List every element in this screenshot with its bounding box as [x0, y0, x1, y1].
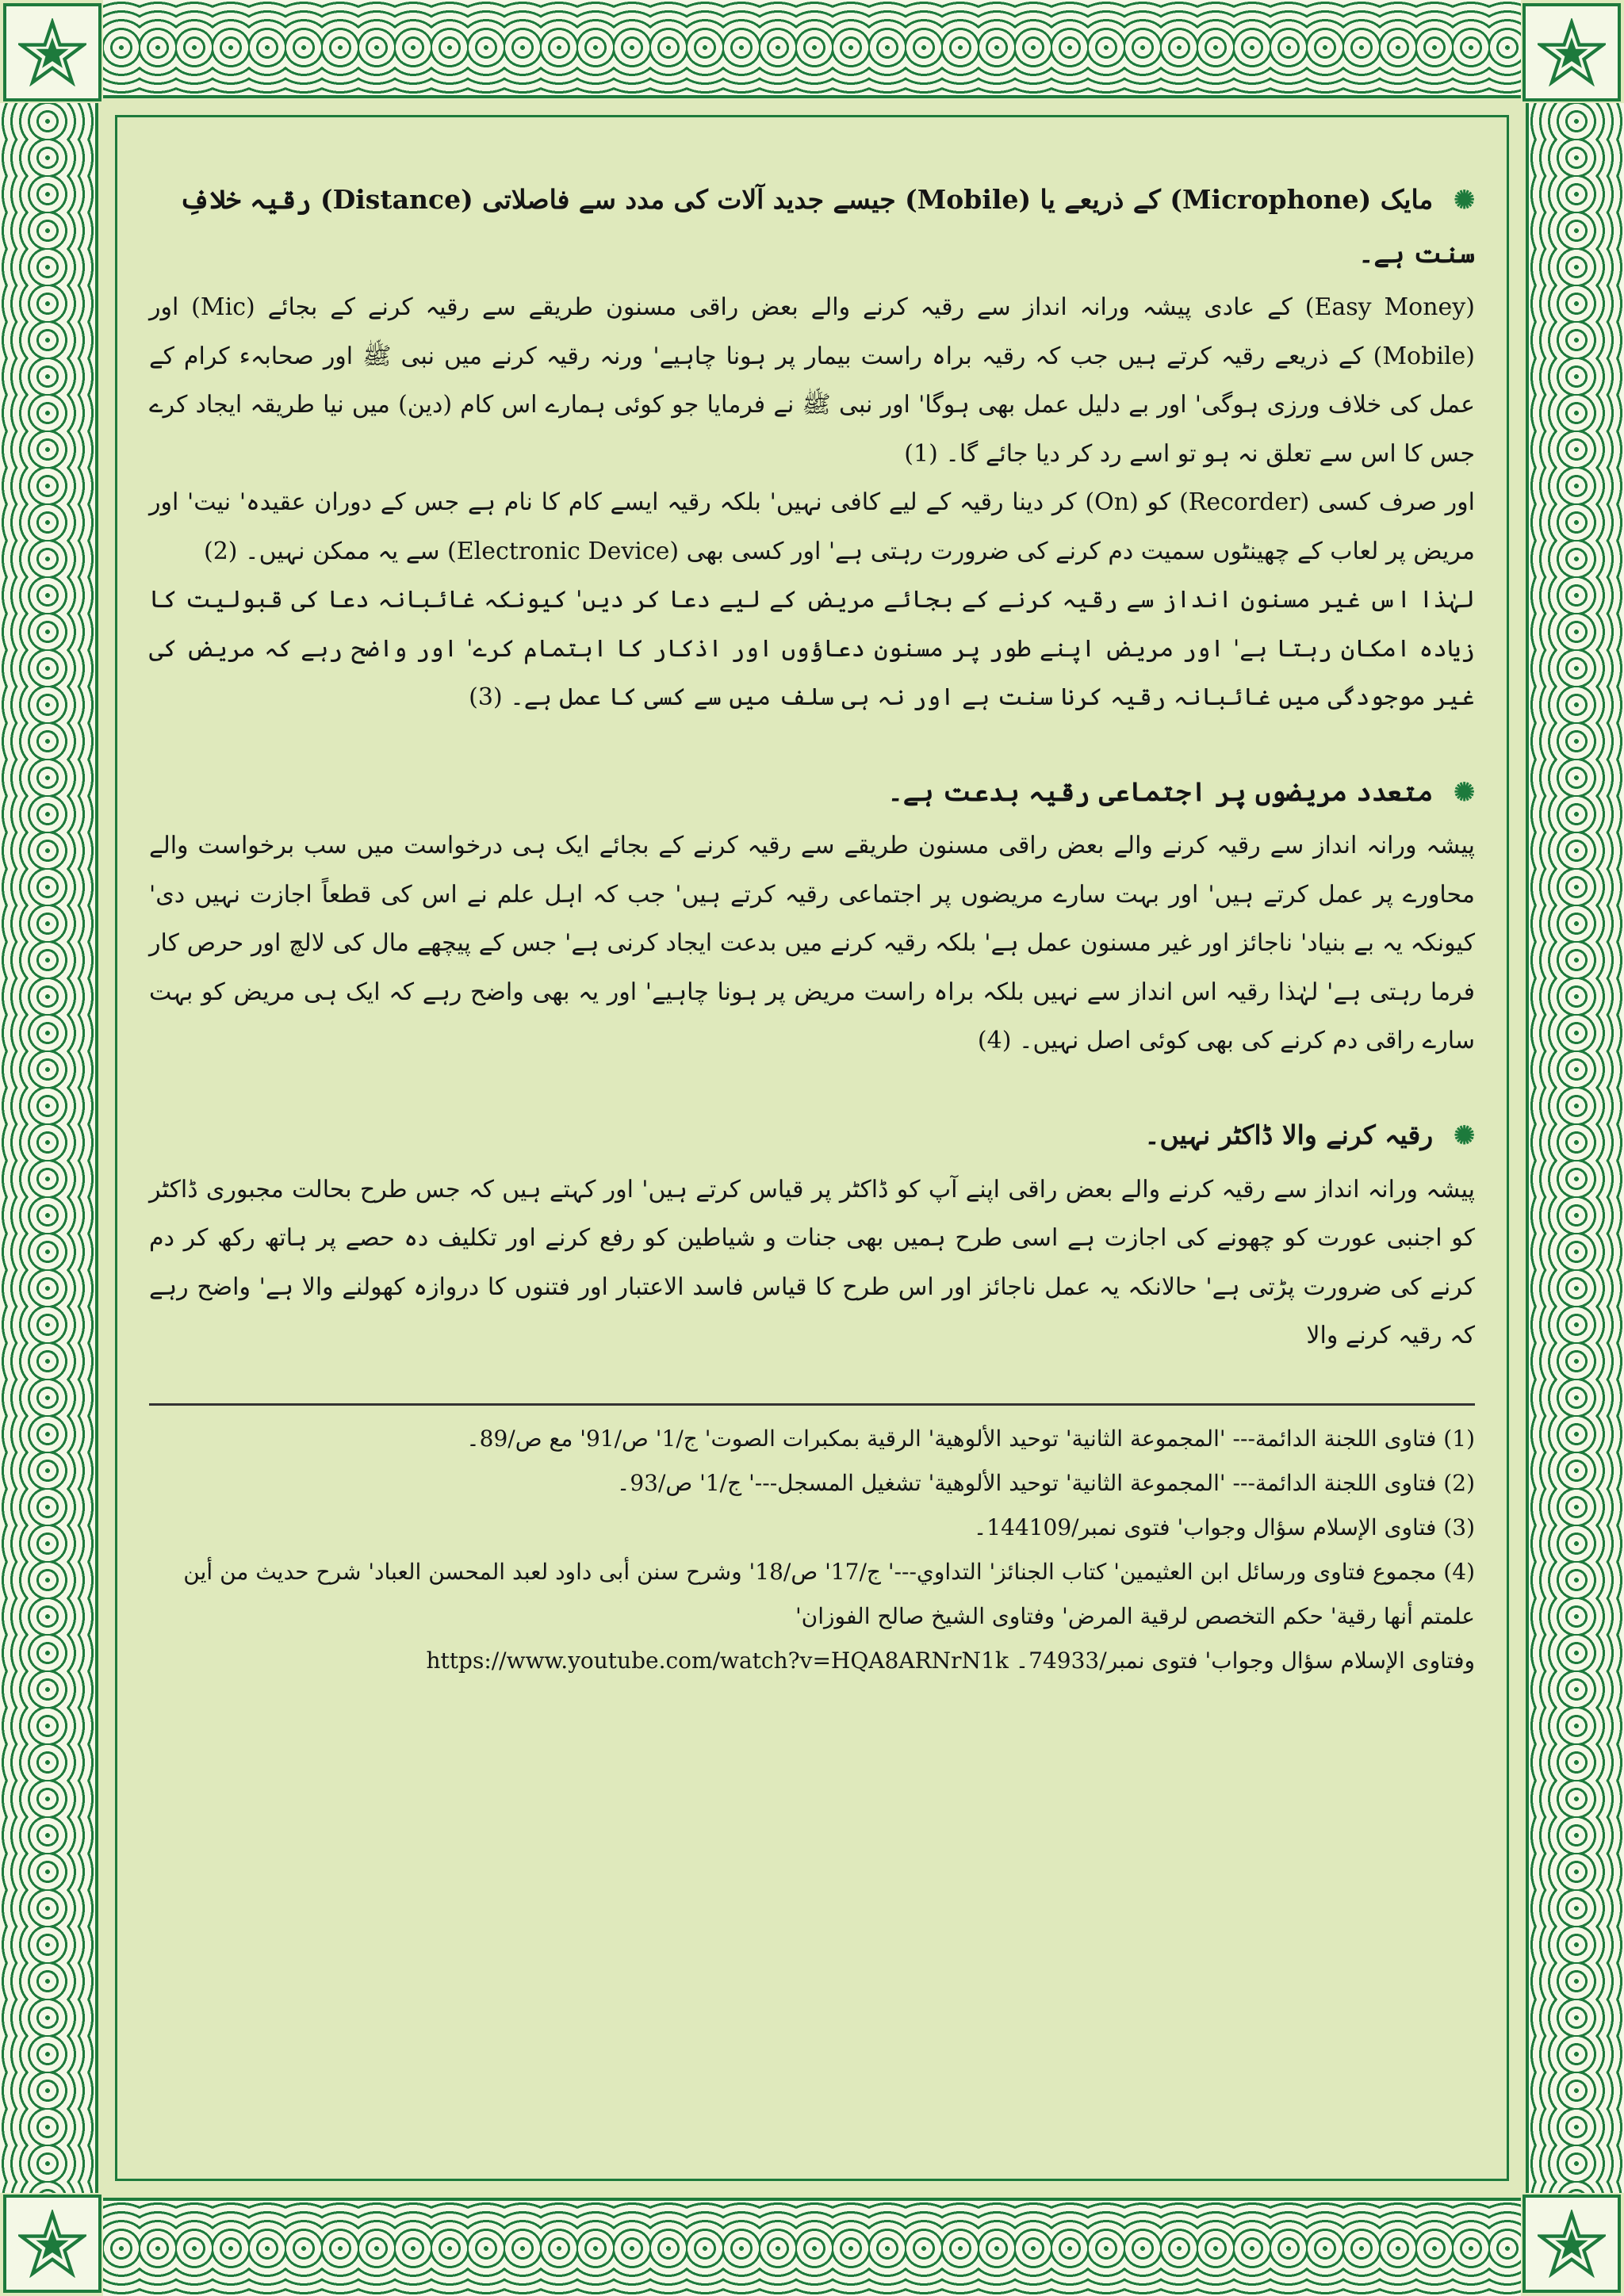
corner-star-icon — [3, 2195, 102, 2293]
border-bottom — [103, 2198, 1521, 2296]
corner-star-icon — [3, 3, 102, 101]
footnote-divider — [149, 1403, 1475, 1406]
document-page — [115, 115, 1509, 2181]
footnote: (2) فتاوی اللجنة الدائمة--- 'المجموعة الثانية' توحيد الألوهية' تشغيل المسجل---' ج/1' ص/93۔ — [616, 1469, 1475, 1496]
border-left — [0, 103, 98, 2193]
section-heading: ✺مایک (Microphone) کے ذریعے یا (Mobile) جیسے جدید آلات کی مدد سے فاصلاتی (Distance) رقیہ خلافِ سنت ہے۔ — [149, 173, 1475, 280]
footnotes — [149, 1417, 1475, 1683]
paragraph: اور صرف کسی (Recorder) کو (On) کر دینا رقیہ کے لیے کافی نہیں' بلکہ رقیہ ایسے کام کا نام ہے جس کے دوران عقیدہ' نیت' اور مریض پر لعاب کے چھینٹوں سمیت دم کرنے کی ضرورت رہتی ہے' اور کسی بھی (Electronic Device) سے یہ ممکن نہیں۔ (2) — [149, 488, 1475, 565]
burst-star-icon: ✺ — [1454, 1119, 1475, 1150]
section-collective-ruqyah — [149, 765, 1475, 1066]
paragraph: پیشہ ورانہ انداز سے رقیہ کرنے والے بعض راقی مسنون طریقے سے رقیہ کرنے کے بجائے ایک ہی درخواست میں سب برخواست والے محاورے پر عمل کرتے ہیں' اور بہت سارے مریضوں پر اجتماعی رقیہ کرتے ہیں' جب کہ اہل علم نے اس کی قطعاً اجازت نہیں دی' کیونکہ یہ بے بنیاد' ناجائز اور غیر مسنون عمل ہے' بلکہ رقیہ کرنے میں بدعت ایجاد کرنی ہے' جس کے پیچھے مال کی لالچ اور حرص کار فرما رہتی ہے' لہٰذا رقیہ اس انداز سے نہیں بلکہ براہ راست مریض پر ہونا چاہیے' اور یہ بھی واضح رہے کہ ایک ہی مریض کو بہت سارے راقی دم کرنے کی بھی کوئی اصل نہیں۔ (4) — [149, 832, 1475, 1055]
paragraph: لہٰذا اس غیر مسنون انداز سے رقیہ کرنے کے بجائے مریض کے لیے دعا کر دیں' کیونکہ غائبانہ دعا کی قبولیت کا زیادہ امکان رہتا ہے' اور مریض اپنے طور پر مسنون دعاؤوں اور اذکار کا اہتمام کرے' اور واضح رہے کہ مریض کی غیر موجودگی میں غائبانہ رقیہ کرنا سنت ہے اور نہ ہی سلف میں سے کسی کا عمل ہے۔ (3) — [149, 586, 1475, 712]
burst-star-icon: ✺ — [1454, 185, 1475, 215]
section-not-a-doctor — [149, 1108, 1475, 1360]
border-right — [1526, 103, 1624, 2193]
footnote: (1) فتاوی اللجنة الدائمة--- 'المجموعة الثانية' توحيد الألوهية' الرقية بمكبرات الصوت' ج/1' ص/91' مع ص/89۔ — [466, 1425, 1475, 1452]
section-heading: ✺رقیہ کرنے والا ڈاکٹر نہیں۔ — [149, 1108, 1475, 1162]
section-heading: ✺متعدد مریضوں پر اجتماعی رقیہ بدعت ہے۔ — [149, 765, 1475, 819]
footnote: (4) مجموع فتاوی ورسائل ابن العثيمين' كتاب الجنائز' التداوي---' ج/17' ص/18' وشرح سنن أبی داود لعبد المحسن العباد' شرح حديث من أين علمتم أنها رقية' حكم التخصص لرقية المرض' وفتاوی الشيخ صالح الفوزان' — [183, 1558, 1475, 1629]
border-top — [103, 0, 1521, 98]
paragraph: (Easy Money) کے عادی پیشہ ورانہ انداز سے رقیہ کرنے والے بعض راقی مسنون طریقے سے رقیہ کرنے کے بجائے (Mic) اور (Mobile) کے ذریعے رقیہ کرتے ہیں جب کہ رقیہ براہ راست بیمار پر ہونا چاہیے' ورنہ رقیہ کرنے میں نبی ﷺ اور صحابہء کرام کے عمل کی خلاف ورزی ہوگی' اور بے دلیل عمل بھی ہوگا' اور نبی ﷺ نے فرمایا جو کوئی ہمارے اس کام (دین) میں نیا طریقہ ایجاد کرے جس کا اس سے تعلق نہ ہو تو اسے رد کر دیا جائے گا۔ (1) — [149, 293, 1475, 468]
paragraph: پیشہ ورانہ انداز سے رقیہ کرنے والے بعض راقی اپنے آپ کو ڈاکٹر پر قیاس کرتے ہیں' اور کہتے ہیں کہ جس طرح بحالت مجبوری ڈاکٹر کو اجنبی عورت کو چھونے کی اجازت ہے اسی طرح ہمیں بھی جنات و شیاطین کو رفع کرنے اور تکلیف دہ حصے پر ہاتھ رکھ کر دم کرنے کی ضرورت پڑتی ہے' حالانکہ یہ عمل ناجائز اور اس طرح کا قیاس فاسد الاعتبار اور فتنوں کا دروازہ کھولنے والا ہے' واضح رہے کہ رقیہ کرنے والا — [149, 1175, 1475, 1350]
corner-star-icon — [1522, 3, 1621, 101]
burst-star-icon: ✺ — [1454, 776, 1475, 807]
footnote-link[interactable]: وفتاوی الإسلام سؤال وجواب' فتوی نمبر/74933۔ https://www.youtube.com/watch?v=HQA8ARNrN1k — [426, 1647, 1475, 1674]
footnote: (3) فتاوی الإسلام سؤال وجواب' فتوی نمبر/144109۔ — [973, 1513, 1475, 1540]
corner-star-icon — [1522, 2195, 1621, 2293]
section-remote-ruqyah — [149, 173, 1475, 722]
